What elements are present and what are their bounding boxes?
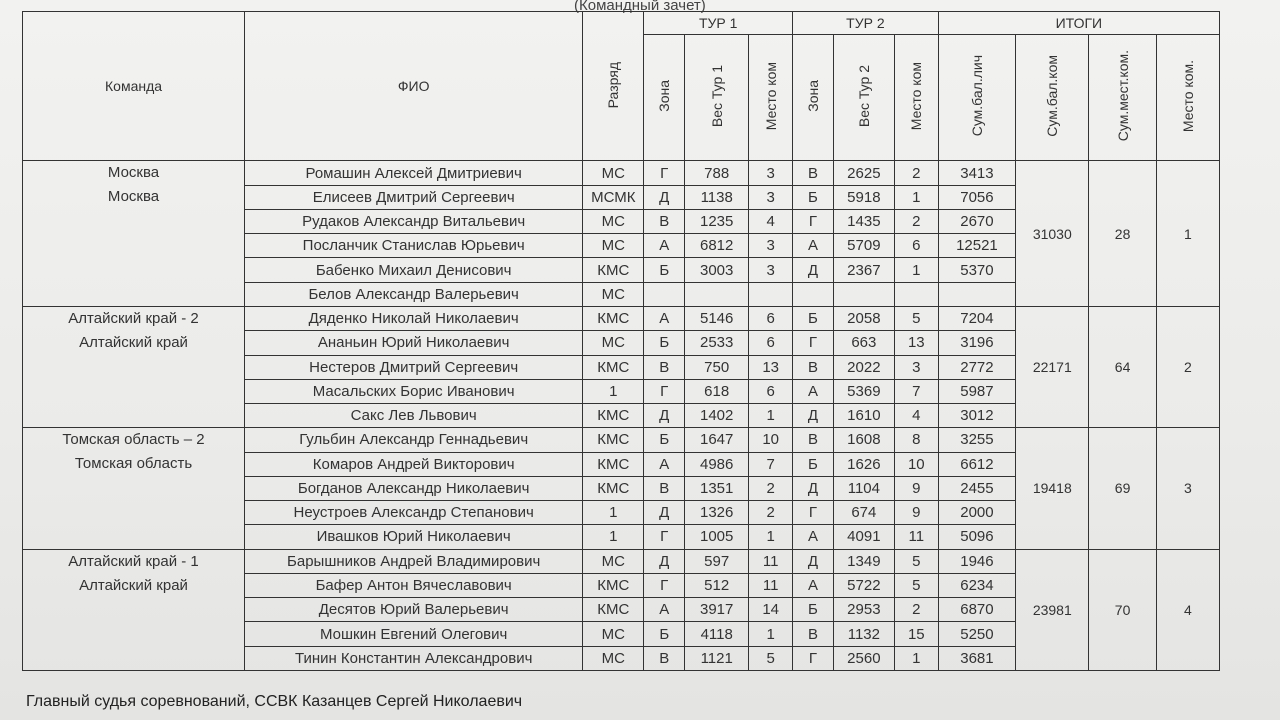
header-tour2 xyxy=(793,12,939,35)
cell-rank: 1 xyxy=(583,501,644,525)
cell-rank: КМС xyxy=(583,428,644,452)
cell-sum: 2455 xyxy=(938,476,1015,500)
team-name: Москва xyxy=(107,164,160,182)
cell-place1: 3 xyxy=(749,185,793,209)
team-final-place: 1 xyxy=(1156,161,1219,307)
cell-fio: Дяденко Николай Николаевич xyxy=(245,306,583,330)
cell-sum: 7204 xyxy=(938,306,1015,330)
cell-place1: 11 xyxy=(749,573,793,597)
cell-fio: Бафер Антон Вячеславович xyxy=(245,573,583,597)
team-name: Томская область – 2 xyxy=(62,431,205,449)
cell-sum: 6612 xyxy=(938,452,1015,476)
cell-place2 xyxy=(894,282,938,306)
cell-rank: МС xyxy=(583,549,644,573)
cell-rank: КМС xyxy=(583,258,644,282)
team-name: Алтайский край - 2 xyxy=(68,309,199,327)
cell-weight2: 1104 xyxy=(833,476,894,500)
cell-weight1: 3917 xyxy=(685,598,749,622)
cell-place1: 1 xyxy=(749,525,793,549)
cell-fio: Тинин Константин Александрович xyxy=(245,646,583,670)
cell-place1: 10 xyxy=(749,428,793,452)
cell-place2: 1 xyxy=(894,185,938,209)
cell-zone1: В xyxy=(644,476,685,500)
cell-zone1: Б xyxy=(644,258,685,282)
cell-rank: МС xyxy=(583,234,644,258)
cell-fio: Ивашков Юрий Николаевич xyxy=(245,525,583,549)
cell-sum: 3681 xyxy=(938,646,1015,670)
cell-weight1: 3003 xyxy=(685,258,749,282)
header-place-1 xyxy=(749,34,793,161)
cell-weight1: 1005 xyxy=(685,525,749,549)
cell-place2: 2 xyxy=(894,598,938,622)
cell-place1: 3 xyxy=(749,161,793,185)
cell-rank: МСМК xyxy=(583,185,644,209)
cell-fio: Мошкин Евгений Олегович xyxy=(245,622,583,646)
table-row xyxy=(23,306,1220,330)
header-weight-1 xyxy=(685,34,749,161)
team-places-sum: 69 xyxy=(1089,428,1156,549)
cell-zone1: Д xyxy=(644,185,685,209)
cell-fio: Барышников Андрей Владимирович xyxy=(245,549,583,573)
team-region: Алтайский край xyxy=(79,333,188,351)
cell-place2: 15 xyxy=(894,622,938,646)
cell-zone2: Б xyxy=(793,598,834,622)
cell-weight2: 5709 xyxy=(833,234,894,258)
cell-zone2: Г xyxy=(793,331,834,355)
cell-fio: Елисеев Дмитрий Сергеевич xyxy=(245,185,583,209)
team-places-sum: 64 xyxy=(1089,306,1156,427)
cell-rank: КМС xyxy=(583,452,644,476)
cell-zone1: Г xyxy=(644,379,685,403)
cell-zone1: Б xyxy=(644,428,685,452)
cell-weight1: 1402 xyxy=(685,404,749,428)
cell-rank: МС xyxy=(583,209,644,233)
cell-weight1: 597 xyxy=(685,549,749,573)
cell-weight2: 5918 xyxy=(833,185,894,209)
cell-sum: 3255 xyxy=(938,428,1015,452)
cell-sum: 12521 xyxy=(938,234,1015,258)
cell-zone2 xyxy=(793,282,834,306)
cell-place2: 1 xyxy=(894,258,938,282)
cell-sum: 2772 xyxy=(938,355,1015,379)
team-region: Москва xyxy=(107,188,160,206)
team-name-cell xyxy=(23,306,245,427)
cell-weight2: 674 xyxy=(833,501,894,525)
cell-place2: 5 xyxy=(894,306,938,330)
cell-weight2 xyxy=(833,282,894,306)
cell-rank: МС xyxy=(583,282,644,306)
cell-place1: 1 xyxy=(749,404,793,428)
cell-weight2: 1435 xyxy=(833,209,894,233)
team-final-place: 2 xyxy=(1156,306,1219,427)
cell-place1 xyxy=(749,282,793,306)
header-zone-1 xyxy=(644,34,685,161)
cell-sum: 5987 xyxy=(938,379,1015,403)
cell-rank: КМС xyxy=(583,476,644,500)
cell-zone2: В xyxy=(793,355,834,379)
cell-fio: Белов Александр Валерьевич xyxy=(245,282,583,306)
cell-rank: 1 xyxy=(583,379,644,403)
cell-zone2: Д xyxy=(793,404,834,428)
team-name-cell xyxy=(23,161,245,307)
cell-place1: 2 xyxy=(749,501,793,525)
cell-place2: 9 xyxy=(894,476,938,500)
cell-rank: КМС xyxy=(583,404,644,428)
cell-place2: 3 xyxy=(894,355,938,379)
cell-zone1: Д xyxy=(644,501,685,525)
cell-zone2: А xyxy=(793,234,834,258)
header-sum-personal xyxy=(938,34,1015,161)
header-place-1-label: Место ком xyxy=(762,61,779,131)
cell-weight1: 4118 xyxy=(685,622,749,646)
cell-zone1: В xyxy=(644,355,685,379)
cell-place1: 14 xyxy=(749,598,793,622)
cell-zone1: А xyxy=(644,234,685,258)
header-totals xyxy=(938,12,1219,35)
header-rank-label: Разряд xyxy=(605,61,622,108)
team-region: Томская область xyxy=(74,455,193,473)
header-sum-personal-label: Сум.бал.лич xyxy=(968,55,985,137)
cell-weight2: 2953 xyxy=(833,598,894,622)
cell-zone2: В xyxy=(793,428,834,452)
cell-place2: 5 xyxy=(894,573,938,597)
cell-place1: 7 xyxy=(749,452,793,476)
cell-place1: 6 xyxy=(749,331,793,355)
cell-sum: 5096 xyxy=(938,525,1015,549)
cell-zone2: А xyxy=(793,573,834,597)
cell-fio: Рудаков Александр Витальевич xyxy=(245,209,583,233)
header-zone-2 xyxy=(793,34,834,161)
team-name-cell xyxy=(23,549,245,670)
cell-zone2: Д xyxy=(793,476,834,500)
header-team xyxy=(23,12,245,161)
cell-weight1: 6812 xyxy=(685,234,749,258)
cell-sum: 3012 xyxy=(938,404,1015,428)
cell-weight1: 1235 xyxy=(685,209,749,233)
cell-weight2: 2560 xyxy=(833,646,894,670)
cell-weight1: 788 xyxy=(685,161,749,185)
table-row xyxy=(23,428,1220,452)
cell-zone1: Г xyxy=(644,525,685,549)
header-zone-1-label: Зона xyxy=(656,80,673,112)
cell-zone2: Б xyxy=(793,306,834,330)
table-row xyxy=(23,549,1220,573)
header-fio-label: ФИО xyxy=(397,78,430,95)
cell-weight1: 750 xyxy=(685,355,749,379)
cell-place1: 6 xyxy=(749,379,793,403)
header-tour1-label: ТУР 1 xyxy=(698,14,738,31)
cell-weight2: 1610 xyxy=(833,404,894,428)
cell-zone2: А xyxy=(793,379,834,403)
header-team-place-label: Место ком. xyxy=(1179,60,1196,133)
cell-weight2: 2022 xyxy=(833,355,894,379)
cell-rank: КМС xyxy=(583,598,644,622)
cell-weight1: 5146 xyxy=(685,306,749,330)
cell-weight1: 1647 xyxy=(685,428,749,452)
cell-fio: Десятов Юрий Валерьевич xyxy=(245,598,583,622)
cell-rank: КМС xyxy=(583,355,644,379)
cell-zone1: Б xyxy=(644,622,685,646)
cell-place1: 2 xyxy=(749,476,793,500)
cell-fio: Неустроев Александр Степанович xyxy=(245,501,583,525)
cell-sum: 7056 xyxy=(938,185,1015,209)
cell-rank: МС xyxy=(583,161,644,185)
cell-sum: 3196 xyxy=(938,331,1015,355)
cell-weight1: 1121 xyxy=(685,646,749,670)
cell-fio: Сакс Лев Львович xyxy=(245,404,583,428)
cell-zone2: В xyxy=(793,622,834,646)
cell-fio: Ромашин Алексей Дмитриевич xyxy=(245,161,583,185)
cell-rank: КМС xyxy=(583,306,644,330)
header-zone-2-label: Зона xyxy=(804,80,821,112)
cell-place2: 2 xyxy=(894,209,938,233)
cell-place2: 13 xyxy=(894,331,938,355)
team-final-place: 3 xyxy=(1156,428,1219,549)
cell-weight1: 512 xyxy=(685,573,749,597)
team-total-score: 22171 xyxy=(1016,306,1089,427)
cell-place1: 13 xyxy=(749,355,793,379)
cell-weight1: 1138 xyxy=(685,185,749,209)
cell-sum: 2000 xyxy=(938,501,1015,525)
cell-place2: 10 xyxy=(894,452,938,476)
cell-place1: 4 xyxy=(749,209,793,233)
header-fio xyxy=(245,12,583,161)
cell-weight2: 2367 xyxy=(833,258,894,282)
cell-zone1: Г xyxy=(644,161,685,185)
cell-weight2: 4091 xyxy=(833,525,894,549)
cell-weight1: 1326 xyxy=(685,501,749,525)
header-place-2 xyxy=(894,34,938,161)
cell-weight1: 618 xyxy=(685,379,749,403)
cell-weight2: 1132 xyxy=(833,622,894,646)
cell-fio: Гульбин Александр Геннадьевич xyxy=(245,428,583,452)
header-sum-team-label: Сум.бал.ком xyxy=(1044,55,1061,137)
page-subtitle: (Командный зачет) xyxy=(574,0,706,14)
cell-weight2: 5369 xyxy=(833,379,894,403)
team-name-cell xyxy=(23,428,245,549)
header-sum-places xyxy=(1089,34,1156,161)
cell-place2: 11 xyxy=(894,525,938,549)
cell-weight1: 4986 xyxy=(685,452,749,476)
cell-sum: 5250 xyxy=(938,622,1015,646)
cell-weight2: 663 xyxy=(833,331,894,355)
header-weight-1-label: Вес Тур 1 xyxy=(708,65,725,128)
cell-sum xyxy=(938,282,1015,306)
cell-fio: Ананьин Юрий Николаевич xyxy=(245,331,583,355)
header-rank xyxy=(583,12,644,161)
cell-place2: 6 xyxy=(894,234,938,258)
cell-sum: 6870 xyxy=(938,598,1015,622)
cell-rank: 1 xyxy=(583,525,644,549)
cell-place2: 8 xyxy=(894,428,938,452)
team-places-sum: 28 xyxy=(1089,161,1156,307)
cell-fio: Посланчик Станислав Юрьевич xyxy=(245,234,583,258)
cell-sum: 3413 xyxy=(938,161,1015,185)
header-sum-places-label: Сум.мест.ком. xyxy=(1114,50,1131,142)
cell-zone2: Г xyxy=(793,209,834,233)
cell-zone2: Д xyxy=(793,258,834,282)
cell-place2: 7 xyxy=(894,379,938,403)
cell-place1: 1 xyxy=(749,622,793,646)
team-total-score: 23981 xyxy=(1016,549,1089,670)
header-totals-label: ИТОГИ xyxy=(1055,14,1103,31)
cell-weight2: 1608 xyxy=(833,428,894,452)
cell-place2: 9 xyxy=(894,501,938,525)
header-sum-team xyxy=(1016,34,1089,161)
cell-weight1: 2533 xyxy=(685,331,749,355)
cell-fio: Бабенко Михаил Денисович xyxy=(245,258,583,282)
cell-place1: 11 xyxy=(749,549,793,573)
team-total-score: 31030 xyxy=(1016,161,1089,307)
cell-fio: Нестеров Дмитрий Сергеевич xyxy=(245,355,583,379)
cell-zone2: В xyxy=(793,161,834,185)
cell-zone1: В xyxy=(644,209,685,233)
header-tour2-label: ТУР 2 xyxy=(846,14,885,31)
cell-place2: 2 xyxy=(894,161,938,185)
cell-zone1 xyxy=(644,282,685,306)
cell-place1: 3 xyxy=(749,234,793,258)
cell-zone2: А xyxy=(793,525,834,549)
team-name: Алтайский край - 1 xyxy=(68,552,199,570)
cell-zone1: А xyxy=(644,598,685,622)
cell-zone1: Б xyxy=(644,331,685,355)
cell-weight2: 2058 xyxy=(833,306,894,330)
cell-sum: 5370 xyxy=(938,258,1015,282)
cell-rank: МС xyxy=(583,646,644,670)
header-weight-2 xyxy=(833,34,894,161)
table-row xyxy=(23,161,1220,185)
team-total-score: 19418 xyxy=(1016,428,1089,549)
cell-place2: 1 xyxy=(894,646,938,670)
header-team-label: Команда xyxy=(105,78,163,95)
cell-sum: 6234 xyxy=(938,573,1015,597)
cell-zone2: Б xyxy=(793,185,834,209)
cell-place2: 5 xyxy=(894,549,938,573)
cell-zone2: Г xyxy=(793,646,834,670)
cell-sum: 2670 xyxy=(938,209,1015,233)
cell-sum: 1946 xyxy=(938,549,1015,573)
cell-fio: Масальских Борис Иванович xyxy=(245,379,583,403)
cell-rank: КМС xyxy=(583,573,644,597)
cell-place2: 4 xyxy=(894,404,938,428)
cell-zone2: Б xyxy=(793,452,834,476)
cell-zone1: Д xyxy=(644,549,685,573)
cell-zone1: А xyxy=(644,306,685,330)
cell-weight2: 2625 xyxy=(833,161,894,185)
cell-zone1: А xyxy=(644,452,685,476)
cell-zone2: Г xyxy=(793,501,834,525)
cell-weight2: 5722 xyxy=(833,573,894,597)
chief-judge-line: Главный судья соревнований, ССВК Казанцев Сергей Николаевич xyxy=(26,693,523,710)
cell-zone1: Д xyxy=(644,404,685,428)
cell-zone2: Д xyxy=(793,549,834,573)
team-final-place: 4 xyxy=(1156,549,1219,670)
header-tour1 xyxy=(644,12,793,35)
team-places-sum: 70 xyxy=(1089,549,1156,670)
cell-weight2: 1349 xyxy=(833,549,894,573)
cell-zone1: В xyxy=(644,646,685,670)
header-place-2-label: Место ком xyxy=(908,61,925,131)
cell-fio: Богданов Александр Николаевич xyxy=(245,476,583,500)
cell-weight1 xyxy=(685,282,749,306)
cell-weight2: 1626 xyxy=(833,452,894,476)
cell-rank: МС xyxy=(583,331,644,355)
cell-place1: 5 xyxy=(749,646,793,670)
team-region: Алтайский край xyxy=(79,576,188,594)
results-table xyxy=(22,11,1220,671)
header-team-place xyxy=(1156,34,1219,161)
cell-place1: 3 xyxy=(749,258,793,282)
cell-place1: 6 xyxy=(749,306,793,330)
cell-weight1: 1351 xyxy=(685,476,749,500)
cell-fio: Комаров Андрей Викторович xyxy=(245,452,583,476)
cell-rank: МС xyxy=(583,622,644,646)
header-weight-2-label: Вес Тур 2 xyxy=(855,65,872,128)
cell-zone1: Г xyxy=(644,573,685,597)
